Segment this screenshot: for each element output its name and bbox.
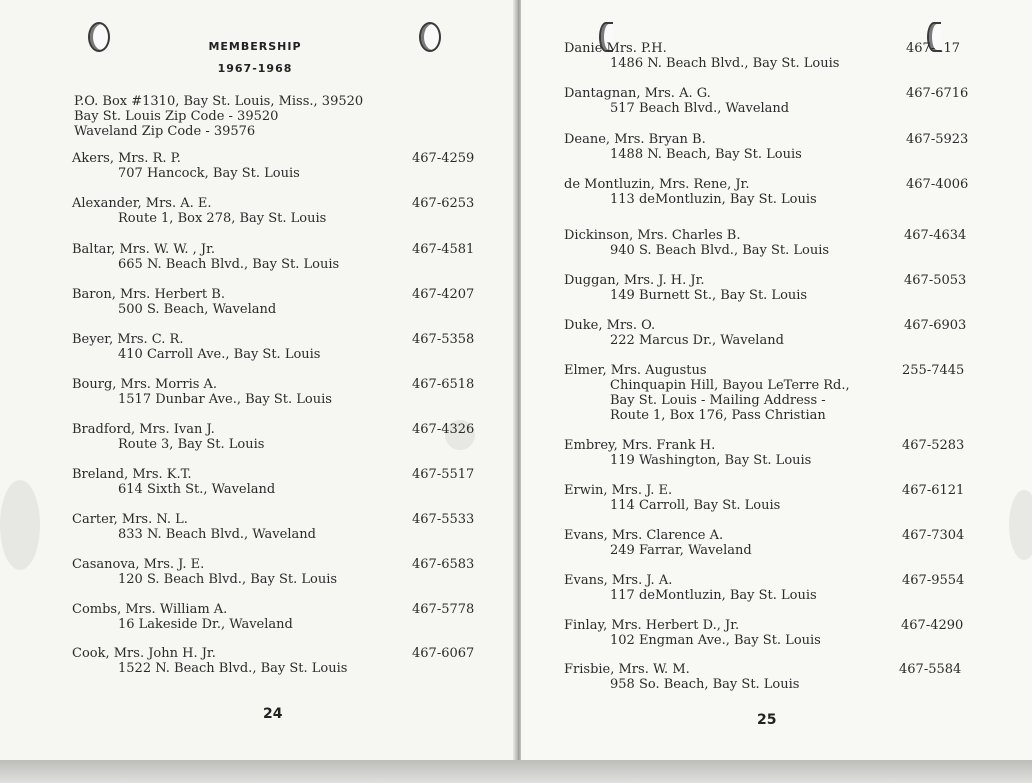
member-phone: 467-5778: [412, 602, 475, 617]
member-address: 119 Washington, Bay St. Louis: [610, 453, 812, 468]
member-entry: [564, 528, 984, 558]
member-name: Erwin, Mrs. J. E.: [564, 483, 673, 498]
member-name: Finlay, Mrs. Herbert D., Jr.: [564, 618, 740, 633]
member-phone: 467-5358: [412, 332, 475, 347]
member-entry: [72, 287, 475, 317]
member-name: Cook, Mrs. John H. Jr.: [72, 646, 216, 661]
member-phone: 467-6121: [902, 483, 965, 498]
page-number: 24: [263, 706, 283, 722]
member-address: 1517 Dunbar Ave., Bay St. Louis: [118, 392, 332, 407]
member-address: Route 1, Box 278, Bay St. Louis: [118, 211, 327, 226]
member-phone: 467-6583: [412, 557, 475, 572]
member-address: 500 S. Beach, Waveland: [118, 302, 277, 317]
member-entry: [72, 332, 475, 362]
member-entry: [564, 41, 984, 71]
binder-hole: [88, 22, 110, 52]
member-entry: [72, 196, 475, 226]
member-phone: 467-5923: [906, 132, 969, 147]
member-name: Deane, Mrs. Bryan B.: [564, 132, 706, 147]
member-phone: 467-4290: [901, 618, 964, 633]
member-address: 940 S. Beach Blvd., Bay St. Louis: [610, 243, 830, 258]
member-name: Danie Mrs. P.H.: [564, 41, 667, 56]
member-name: Evans, Mrs. Clarence A.: [564, 528, 724, 543]
member-address: 1486 N. Beach Blvd., Bay St. Louis: [610, 56, 840, 71]
page-bottom-edge: [0, 760, 1032, 783]
member-address: 614 Sixth St., Waveland: [118, 482, 276, 497]
address-line: P.O. Box #1310, Bay St. Louis, Miss., 39520: [74, 94, 364, 109]
member-address: 833 N. Beach Blvd., Waveland: [118, 527, 316, 542]
member-entry: [564, 573, 984, 603]
member-name: Combs, Mrs. William A.: [72, 602, 228, 617]
member-entry: [564, 662, 984, 692]
member-name: Breland, Mrs. K.T.: [72, 467, 192, 482]
membership-years: 1967-1968: [217, 62, 293, 75]
member-name: Beyer, Mrs. C. R.: [72, 332, 184, 347]
member-address: Route 1, Box 176, Pass Christian: [610, 408, 826, 423]
member-entry: [564, 318, 984, 348]
member-address: Route 3, Bay St. Louis: [118, 437, 265, 452]
member-entry: [72, 151, 475, 181]
member-entry: [72, 377, 475, 407]
member-name: Elmer, Mrs. Augustus: [564, 363, 707, 378]
member-phone: 467-6716: [906, 86, 969, 101]
member-address: 149 Burnett St., Bay St. Louis: [610, 288, 808, 303]
member-name: Baltar, Mrs. W. W. , Jr.: [72, 242, 216, 257]
member-address: 113 deMontluzin, Bay St. Louis: [610, 192, 817, 207]
member-phone: 467-4207: [412, 287, 475, 302]
member-name: Akers, Mrs. R. P.: [72, 151, 181, 166]
member-phone: 467-4006: [906, 177, 969, 192]
member-name: Bourg, Mrs. Morris A.: [72, 377, 218, 392]
member-phone: 467-5053: [904, 273, 967, 288]
member-phone: 467-9554: [902, 573, 965, 588]
page-number: 25: [757, 712, 777, 728]
member-entry: [564, 273, 984, 303]
member-name: Duggan, Mrs. J. H. Jr.: [564, 273, 705, 288]
member-entry: [564, 483, 984, 513]
member-address: 16 Lakeside Dr., Waveland: [118, 617, 293, 632]
member-entry: [564, 438, 984, 468]
member-name: Duke, Mrs. O.: [564, 318, 656, 333]
member-phone: 467-5533: [412, 512, 475, 527]
address-line: Bay St. Louis Zip Code - 39520: [74, 109, 279, 124]
member-name: de Montluzin, Mrs. Rene, Jr.: [564, 177, 750, 192]
member-phone: 467-4581: [412, 242, 475, 257]
member-entry: [564, 86, 984, 116]
member-entry: [72, 512, 475, 542]
member-phone: 467-7304: [902, 528, 965, 543]
membership-heading: MEMBERSHIP: [208, 40, 302, 53]
page-smudge: [1009, 490, 1032, 560]
address-line: Waveland Zip Code - 39576: [74, 124, 256, 139]
member-entry: [72, 557, 475, 587]
member-address: 120 S. Beach Blvd., Bay St. Louis: [118, 572, 338, 587]
member-phone: 467-6518: [412, 377, 475, 392]
member-entry: [72, 467, 475, 497]
member-address: 410 Carroll Ave., Bay St. Louis: [118, 347, 321, 362]
member-name: Frisbie, Mrs. W. M.: [564, 662, 690, 677]
member-phone: 467-4326: [412, 422, 475, 437]
member-address: 249 Farrar, Waveland: [610, 543, 752, 558]
member-phone: 467-5584: [899, 662, 962, 677]
member-address: 117 deMontluzin, Bay St. Louis: [610, 588, 817, 603]
member-name: Evans, Mrs. J. A.: [564, 573, 673, 588]
member-name: Casanova, Mrs. J. E.: [72, 557, 205, 572]
member-name: Carter, Mrs. N. L.: [72, 512, 188, 527]
member-name: Bradford, Mrs. Ivan J.: [72, 422, 215, 437]
member-entry: [72, 646, 475, 676]
member-address: 517 Beach Blvd., Waveland: [610, 101, 790, 116]
member-entry: [564, 177, 984, 207]
member-address: 222 Marcus Dr., Waveland: [610, 333, 784, 348]
member-name: Alexander, Mrs. A. E.: [72, 196, 212, 211]
member-address: Chinquapin Hill, Bayou LeTerre Rd.,: [610, 378, 850, 393]
member-address: 102 Engman Ave., Bay St. Louis: [610, 633, 821, 648]
member-address: 114 Carroll, Bay St. Louis: [610, 498, 781, 513]
member-address: 958 So. Beach, Bay St. Louis: [610, 677, 800, 692]
member-address: 665 N. Beach Blvd., Bay St. Louis: [118, 257, 340, 272]
member-phone: 467-5517: [412, 467, 475, 482]
member-address: 1488 N. Beach, Bay St. Louis: [610, 147, 802, 162]
member-phone: 467-6067: [412, 646, 475, 661]
member-address: Bay St. Louis - Mailing Address -: [610, 393, 826, 408]
member-phone: 467- .17: [906, 41, 961, 56]
member-entry: [564, 618, 984, 648]
member-phone: 467-4259: [412, 151, 475, 166]
right-page: [521, 0, 1032, 760]
member-entry: [564, 363, 984, 423]
member-name: Embrey, Mrs. Frank H.: [564, 438, 716, 453]
member-entry: [72, 422, 475, 452]
left-page: [0, 0, 515, 760]
member-entry: [564, 228, 984, 258]
member-phone: 467-6253: [412, 196, 475, 211]
page-smudge: [0, 480, 40, 570]
member-name: Baron, Mrs. Herbert B.: [72, 287, 225, 302]
member-phone: 467-5283: [902, 438, 965, 453]
member-address: 1522 N. Beach Blvd., Bay St. Louis: [118, 661, 348, 676]
member-name: Dickinson, Mrs. Charles B.: [564, 228, 741, 243]
member-phone: 467-6903: [904, 318, 967, 333]
member-phone: 467-4634: [904, 228, 967, 243]
member-phone: 255-7445: [902, 363, 965, 378]
binder-hole: [419, 22, 441, 52]
member-entry: [564, 132, 984, 162]
member-entry: [72, 242, 475, 272]
member-name: Dantagnan, Mrs. A. G.: [564, 86, 711, 101]
member-address: 707 Hancock, Bay St. Louis: [118, 166, 300, 181]
member-entry: [72, 602, 475, 632]
